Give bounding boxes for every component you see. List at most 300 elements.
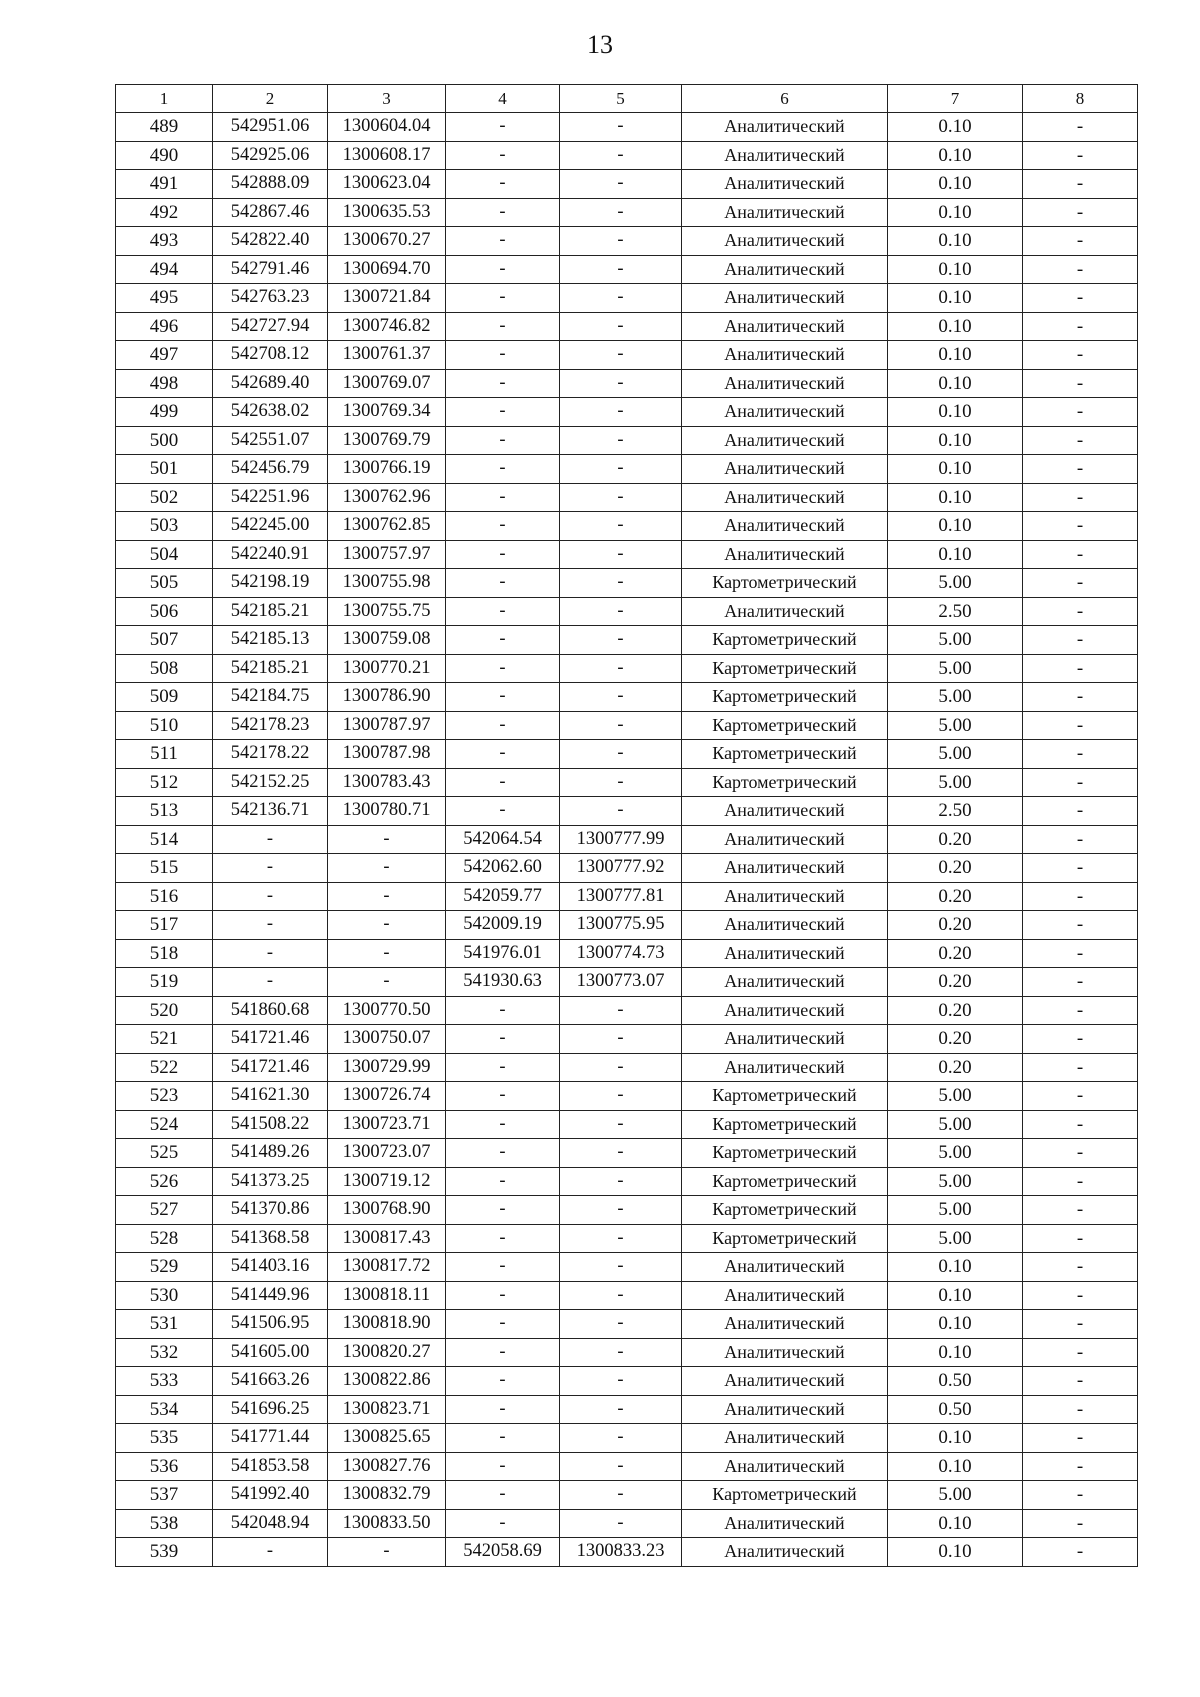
cell-coord-x-new: 542062.60 (446, 854, 560, 883)
cell-point-number: 536 (116, 1452, 213, 1481)
cell-coord-x-new: - (446, 1509, 560, 1538)
cell-point-number: 528 (116, 1224, 213, 1253)
cell-point-number: 498 (116, 369, 213, 398)
cell-accuracy: 0.10 (888, 512, 1023, 541)
table-body (116, 85, 1138, 1567)
cell-coord-x-new: - (446, 141, 560, 170)
cell-coord-y: 1300766.19 (328, 455, 446, 484)
cell-coord-x-new: - (446, 426, 560, 455)
cell-coord-y: 1300787.97 (328, 711, 446, 740)
cell-coord-x: 542136.71 (213, 797, 328, 826)
cell-note: - (1023, 711, 1138, 740)
cell-coord-y-new: 1300773.07 (560, 968, 682, 997)
cell-coord-x-new: - (446, 626, 560, 655)
table-row (116, 255, 1138, 284)
cell-point-number: 505 (116, 569, 213, 598)
cell-point-number: 494 (116, 255, 213, 284)
cell-method: Картометрический (682, 654, 888, 683)
column-header: 7 (888, 85, 1023, 113)
cell-coord-y-new: - (560, 1281, 682, 1310)
cell-coord-y: 1300817.72 (328, 1253, 446, 1282)
cell-coord-y: 1300783.43 (328, 768, 446, 797)
cell-note: - (1023, 882, 1138, 911)
cell-note: - (1023, 141, 1138, 170)
cell-coord-x-new: - (446, 113, 560, 142)
cell-note: - (1023, 198, 1138, 227)
table-row (116, 1196, 1138, 1225)
cell-accuracy: 5.00 (888, 1110, 1023, 1139)
cell-method: Картометрический (682, 1110, 888, 1139)
cell-note: - (1023, 683, 1138, 712)
cell-coord-y-new: - (560, 1139, 682, 1168)
cell-coord-y: 1300770.21 (328, 654, 446, 683)
cell-coord-y-new: 1300833.23 (560, 1538, 682, 1567)
cell-coord-y: 1300817.43 (328, 1224, 446, 1253)
cell-coord-x: 542185.21 (213, 654, 328, 683)
cell-coord-y: 1300757.97 (328, 540, 446, 569)
table-row (116, 882, 1138, 911)
cell-coord-x: - (213, 1538, 328, 1567)
cell-coord-x: 542763.23 (213, 284, 328, 313)
cell-coord-x-new: - (446, 1367, 560, 1396)
table-row (116, 170, 1138, 199)
cell-point-number: 496 (116, 312, 213, 341)
cell-method: Картометрический (682, 1224, 888, 1253)
cell-note: - (1023, 626, 1138, 655)
cell-accuracy: 5.00 (888, 626, 1023, 655)
cell-method: Аналитический (682, 968, 888, 997)
cell-coord-x: 542178.23 (213, 711, 328, 740)
cell-coord-x: 541368.58 (213, 1224, 328, 1253)
cell-coord-y: 1300755.98 (328, 569, 446, 598)
cell-accuracy: 0.20 (888, 1025, 1023, 1054)
table-row (116, 1424, 1138, 1453)
cell-coord-y-new: - (560, 540, 682, 569)
cell-coord-y-new: - (560, 683, 682, 712)
cell-accuracy: 0.10 (888, 483, 1023, 512)
cell-point-number: 492 (116, 198, 213, 227)
cell-method: Аналитический (682, 512, 888, 541)
cell-coord-y-new: - (560, 740, 682, 769)
cell-accuracy: 0.10 (888, 1281, 1023, 1310)
cell-coord-y: 1300755.75 (328, 597, 446, 626)
cell-note: - (1023, 654, 1138, 683)
cell-coord-y: 1300608.17 (328, 141, 446, 170)
table-row (116, 654, 1138, 683)
cell-method: Аналитический (682, 1281, 888, 1310)
cell-coord-y: 1300723.71 (328, 1110, 446, 1139)
cell-coord-x-new: - (446, 1310, 560, 1339)
cell-coord-x-new: - (446, 1253, 560, 1282)
cell-note: - (1023, 569, 1138, 598)
cell-note: - (1023, 1310, 1138, 1339)
cell-note: - (1023, 768, 1138, 797)
cell-note: - (1023, 512, 1138, 541)
cell-method: Аналитический (682, 141, 888, 170)
cell-note: - (1023, 996, 1138, 1025)
cell-accuracy: 0.20 (888, 1053, 1023, 1082)
table-row (116, 996, 1138, 1025)
cell-accuracy: 5.00 (888, 683, 1023, 712)
cell-accuracy: 0.10 (888, 227, 1023, 256)
cell-coord-y: - (328, 911, 446, 940)
cell-note: - (1023, 1110, 1138, 1139)
cell-coord-x-new: - (446, 1424, 560, 1453)
cell-note: - (1023, 939, 1138, 968)
cell-coord-x: - (213, 854, 328, 883)
cell-note: - (1023, 1481, 1138, 1510)
cell-coord-y-new: - (560, 569, 682, 598)
cell-coord-y-new: - (560, 1338, 682, 1367)
cell-note: - (1023, 1167, 1138, 1196)
cell-coord-y-new: - (560, 797, 682, 826)
table-row (116, 1338, 1138, 1367)
cell-accuracy: 0.10 (888, 1338, 1023, 1367)
cell-coord-x-new: - (446, 1167, 560, 1196)
cell-coord-y-new: 1300774.73 (560, 939, 682, 968)
cell-method: Аналитический (682, 911, 888, 940)
table-row (116, 426, 1138, 455)
cell-accuracy: 0.10 (888, 341, 1023, 370)
cell-note: - (1023, 911, 1138, 940)
cell-coord-x: 541621.30 (213, 1082, 328, 1111)
cell-point-number: 526 (116, 1167, 213, 1196)
cell-point-number: 522 (116, 1053, 213, 1082)
cell-coord-y: 1300768.90 (328, 1196, 446, 1225)
cell-method: Картометрический (682, 740, 888, 769)
cell-method: Аналитический (682, 1452, 888, 1481)
cell-point-number: 537 (116, 1481, 213, 1510)
cell-coord-y: 1300822.86 (328, 1367, 446, 1396)
cell-coord-y: - (328, 939, 446, 968)
cell-coord-y: 1300750.07 (328, 1025, 446, 1054)
cell-method: Аналитический (682, 312, 888, 341)
column-header: 1 (116, 85, 213, 113)
cell-coord-x-new: - (446, 683, 560, 712)
cell-coord-y-new: - (560, 1481, 682, 1510)
cell-accuracy: 0.10 (888, 1424, 1023, 1453)
cell-coord-x-new: - (446, 512, 560, 541)
cell-coord-y: 1300832.79 (328, 1481, 446, 1510)
cell-coord-y: 1300726.74 (328, 1082, 446, 1111)
cell-coord-x: - (213, 882, 328, 911)
cell-method: Картометрический (682, 1196, 888, 1225)
cell-method: Аналитический (682, 1310, 888, 1339)
table-row (116, 227, 1138, 256)
column-header: 4 (446, 85, 560, 113)
cell-coord-y-new: - (560, 1025, 682, 1054)
cell-coord-x: 542185.21 (213, 597, 328, 626)
cell-accuracy: 0.10 (888, 1310, 1023, 1339)
cell-method: Аналитический (682, 1367, 888, 1396)
table-row (116, 1452, 1138, 1481)
cell-coord-y-new: - (560, 170, 682, 199)
cell-coord-x-new: - (446, 455, 560, 484)
cell-coord-x: 542727.94 (213, 312, 328, 341)
cell-coord-x: 542867.46 (213, 198, 328, 227)
table-row (116, 1224, 1138, 1253)
cell-coord-x: - (213, 825, 328, 854)
cell-accuracy: 5.00 (888, 654, 1023, 683)
cell-note: - (1023, 1053, 1138, 1082)
page-number: 13 (587, 30, 613, 59)
cell-point-number: 495 (116, 284, 213, 313)
cell-note: - (1023, 255, 1138, 284)
cell-point-number: 510 (116, 711, 213, 740)
cell-point-number: 508 (116, 654, 213, 683)
cell-accuracy: 0.10 (888, 426, 1023, 455)
cell-coord-y-new: - (560, 1253, 682, 1282)
cell-accuracy: 0.10 (888, 113, 1023, 142)
cell-coord-y: 1300818.90 (328, 1310, 446, 1339)
cell-coord-x-new: - (446, 1196, 560, 1225)
cell-coord-y: 1300820.27 (328, 1338, 446, 1367)
cell-note: - (1023, 1196, 1138, 1225)
cell-accuracy: 5.00 (888, 1481, 1023, 1510)
table-row (116, 939, 1138, 968)
cell-coord-x: 541992.40 (213, 1481, 328, 1510)
cell-method: Аналитический (682, 1338, 888, 1367)
cell-note: - (1023, 455, 1138, 484)
cell-coord-y: 1300721.84 (328, 284, 446, 313)
cell-point-number: 531 (116, 1310, 213, 1339)
cell-note: - (1023, 854, 1138, 883)
cell-point-number: 524 (116, 1110, 213, 1139)
table-row (116, 1025, 1138, 1054)
table-row (116, 1538, 1138, 1567)
cell-coord-y-new: - (560, 1167, 682, 1196)
cell-method: Аналитический (682, 1253, 888, 1282)
cell-coord-x: 541489.26 (213, 1139, 328, 1168)
cell-coord-y-new: - (560, 1310, 682, 1339)
cell-method: Аналитический (682, 455, 888, 484)
table-row (116, 369, 1138, 398)
cell-accuracy: 0.20 (888, 911, 1023, 940)
cell-coord-x: 542791.46 (213, 255, 328, 284)
cell-coord-x-new: - (446, 341, 560, 370)
cell-method: Картометрический (682, 768, 888, 797)
cell-point-number: 517 (116, 911, 213, 940)
cell-coord-y-new: - (560, 654, 682, 683)
cell-coord-x-new: - (446, 170, 560, 199)
cell-coord-y: - (328, 1538, 446, 1567)
table-row (116, 1082, 1138, 1111)
cell-note: - (1023, 1139, 1138, 1168)
cell-coord-y-new: - (560, 597, 682, 626)
cell-accuracy: 0.10 (888, 1253, 1023, 1282)
cell-method: Аналитический (682, 996, 888, 1025)
cell-point-number: 509 (116, 683, 213, 712)
cell-coord-y-new: - (560, 1424, 682, 1453)
cell-accuracy: 0.50 (888, 1367, 1023, 1396)
cell-coord-y: 1300759.08 (328, 626, 446, 655)
cell-coord-y: 1300762.96 (328, 483, 446, 512)
cell-point-number: 539 (116, 1538, 213, 1567)
cell-point-number: 520 (116, 996, 213, 1025)
cell-coord-y-new: - (560, 369, 682, 398)
cell-coord-y-new: - (560, 1452, 682, 1481)
cell-coord-x-new: - (446, 312, 560, 341)
cell-method: Аналитический (682, 426, 888, 455)
cell-method: Картометрический (682, 1139, 888, 1168)
cell-coord-x-new: - (446, 569, 560, 598)
cell-coord-x: 541721.46 (213, 1025, 328, 1054)
cell-method: Картометрический (682, 1167, 888, 1196)
cell-point-number: 525 (116, 1139, 213, 1168)
cell-note: - (1023, 1025, 1138, 1054)
cell-note: - (1023, 740, 1138, 769)
cell-point-number: 527 (116, 1196, 213, 1225)
cell-accuracy: 5.00 (888, 1167, 1023, 1196)
cell-method: Аналитический (682, 540, 888, 569)
cell-coord-y: 1300635.53 (328, 198, 446, 227)
table-row (116, 1253, 1138, 1282)
cell-coord-x-new: - (446, 1395, 560, 1424)
cell-coord-y-new: - (560, 768, 682, 797)
cell-coord-y: 1300604.04 (328, 113, 446, 142)
cell-point-number: 533 (116, 1367, 213, 1396)
cell-point-number: 500 (116, 426, 213, 455)
table-row (116, 797, 1138, 826)
cell-accuracy: 0.10 (888, 1538, 1023, 1567)
cell-method: Картометрический (682, 569, 888, 598)
cell-point-number: 512 (116, 768, 213, 797)
cell-accuracy: 0.10 (888, 455, 1023, 484)
cell-accuracy: 5.00 (888, 569, 1023, 598)
cell-coord-x: 542708.12 (213, 341, 328, 370)
cell-method: Аналитический (682, 398, 888, 427)
cell-coord-x-new: 541976.01 (446, 939, 560, 968)
cell-coord-x: 541403.16 (213, 1253, 328, 1282)
table-row (116, 141, 1138, 170)
cell-coord-x: 541721.46 (213, 1053, 328, 1082)
table-row (116, 825, 1138, 854)
cell-coord-x-new: 542059.77 (446, 882, 560, 911)
cell-method: Картометрический (682, 1481, 888, 1510)
table-row (116, 1395, 1138, 1424)
cell-coord-x-new: - (446, 797, 560, 826)
table-row (116, 597, 1138, 626)
table-row (116, 683, 1138, 712)
cell-accuracy: 0.20 (888, 854, 1023, 883)
cell-point-number: 499 (116, 398, 213, 427)
cell-coord-x: 542240.91 (213, 540, 328, 569)
cell-coord-x: 542185.13 (213, 626, 328, 655)
cell-coord-x-new: 541930.63 (446, 968, 560, 997)
cell-note: - (1023, 483, 1138, 512)
cell-coord-x: 541605.00 (213, 1338, 328, 1367)
cell-coord-x-new: - (446, 740, 560, 769)
cell-accuracy: 5.00 (888, 1196, 1023, 1225)
table-row (116, 284, 1138, 313)
column-header: 8 (1023, 85, 1138, 113)
cell-method: Аналитический (682, 1424, 888, 1453)
cell-coord-x-new: - (446, 597, 560, 626)
cell-coord-x: 542251.96 (213, 483, 328, 512)
cell-point-number: 529 (116, 1253, 213, 1282)
cell-method: Аналитический (682, 1509, 888, 1538)
cell-method: Аналитический (682, 341, 888, 370)
header-row (116, 85, 1138, 113)
table-row (116, 1509, 1138, 1538)
cell-coord-x-new: - (446, 1338, 560, 1367)
cell-coord-y-new: - (560, 483, 682, 512)
cell-coord-x: 541370.86 (213, 1196, 328, 1225)
cell-method: Аналитический (682, 1395, 888, 1424)
table-row (116, 483, 1138, 512)
table-row (116, 312, 1138, 341)
cell-accuracy: 0.10 (888, 312, 1023, 341)
cell-method: Аналитический (682, 825, 888, 854)
table-row (116, 1367, 1138, 1396)
column-header: 6 (682, 85, 888, 113)
cell-coord-y-new: - (560, 398, 682, 427)
table-row (116, 740, 1138, 769)
cell-point-number: 513 (116, 797, 213, 826)
cell-accuracy: 5.00 (888, 1082, 1023, 1111)
cell-coord-x-new: - (446, 227, 560, 256)
cell-note: - (1023, 341, 1138, 370)
cell-accuracy: 0.20 (888, 968, 1023, 997)
cell-method: Аналитический (682, 939, 888, 968)
cell-coord-y: 1300761.37 (328, 341, 446, 370)
cell-coord-x: - (213, 911, 328, 940)
cell-coord-x: 542951.06 (213, 113, 328, 142)
cell-coord-y: 1300670.27 (328, 227, 446, 256)
cell-coord-x-new: - (446, 1281, 560, 1310)
cell-method: Аналитический (682, 369, 888, 398)
cell-accuracy: 2.50 (888, 597, 1023, 626)
cell-note: - (1023, 398, 1138, 427)
cell-coord-y: 1300762.85 (328, 512, 446, 541)
cell-coord-x-new: - (446, 1224, 560, 1253)
table-row (116, 341, 1138, 370)
cell-coord-y: 1300694.70 (328, 255, 446, 284)
cell-accuracy: 0.10 (888, 284, 1023, 313)
table-row (116, 768, 1138, 797)
cell-accuracy: 0.20 (888, 882, 1023, 911)
cell-method: Аналитический (682, 170, 888, 199)
cell-note: - (1023, 1367, 1138, 1396)
cell-point-number: 489 (116, 113, 213, 142)
table-row (116, 854, 1138, 883)
cell-method: Аналитический (682, 797, 888, 826)
table-row (116, 113, 1138, 142)
cell-coord-x-new: - (446, 1110, 560, 1139)
cell-point-number: 535 (116, 1424, 213, 1453)
table-row (116, 512, 1138, 541)
cell-coord-y-new: - (560, 312, 682, 341)
cell-note: - (1023, 1082, 1138, 1111)
cell-coord-y: 1300769.34 (328, 398, 446, 427)
cell-coord-y-new: - (560, 1110, 682, 1139)
cell-coord-x-new: - (446, 654, 560, 683)
table-row (116, 911, 1138, 940)
cell-point-number: 503 (116, 512, 213, 541)
column-header: 2 (213, 85, 328, 113)
cell-coord-x: 542925.06 (213, 141, 328, 170)
cell-point-number: 514 (116, 825, 213, 854)
cell-accuracy: 0.20 (888, 825, 1023, 854)
cell-coord-x-new: - (446, 369, 560, 398)
cell-point-number: 497 (116, 341, 213, 370)
cell-coord-y-new: - (560, 113, 682, 142)
cell-point-number: 516 (116, 882, 213, 911)
cell-coord-y: 1300786.90 (328, 683, 446, 712)
cell-coord-x-new: 542064.54 (446, 825, 560, 854)
cell-point-number: 502 (116, 483, 213, 512)
cell-point-number: 507 (116, 626, 213, 655)
